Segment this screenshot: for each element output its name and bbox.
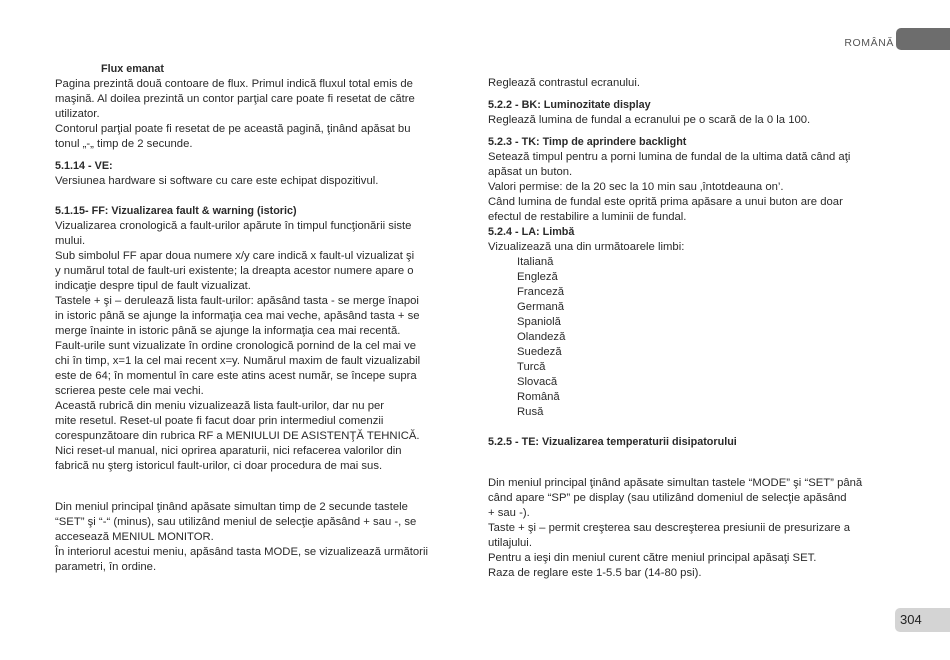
language-item: Olandeză bbox=[517, 331, 566, 343]
language-item: Turcă bbox=[517, 361, 546, 373]
right-column bbox=[488, 76, 895, 581]
ff-line: Sub simbolul FF apar doua numere x/y care indică x fault-ul vizualizat şi bbox=[55, 250, 415, 262]
te-heading: 5.2.5 - TE: Vizualizarea temperaturii disipatorului bbox=[488, 436, 737, 448]
ff-line: indicaţie despre tipul de fault vizualizat. bbox=[55, 280, 251, 292]
flux-line: tonul „-„ timp de 2 secunde. bbox=[55, 138, 193, 150]
te-line: Raza de reglare este 1-5.5 bar (14-80 psi). bbox=[488, 567, 702, 579]
la-text: Vizualizează una din următoarele limbi: bbox=[488, 241, 685, 253]
menu-line: În interiorul acestui meniu, apăsând tasta MODE, se vizualizează următorii bbox=[55, 546, 428, 558]
flux-line: maşină. Al doilea prezintă un contor parţial care poate fi resetat de către bbox=[55, 93, 415, 105]
te-line: când apare “SP” pe display (sau utilizând domeniul de selecţie apăsând bbox=[488, 492, 847, 504]
language-item: Germană bbox=[517, 301, 565, 313]
ff-line: fabrică nu şterg istoricul fault-urilor, ci doar procedura de mai sus. bbox=[55, 460, 383, 472]
te-line: Pentru a ieşi din meniul curent către meniul principal apăsaţi SET. bbox=[488, 552, 817, 564]
ff-line: y numărul total de fault-uri existente; la dreapta acestor numere apare o bbox=[55, 265, 414, 277]
ff-line: scrierea peste cele mai vechi. bbox=[55, 385, 204, 397]
ff-line: este de 64; în momentul în care este atins acest număr, se începe supra bbox=[55, 370, 417, 382]
ff-line: mite resetul. Reset-ul poate fi facut doar prin intermediul comenzii bbox=[55, 415, 384, 427]
ff-line: Vizualizarea cronologică a fault-urilor apărute în timpul funcţionării siste bbox=[55, 220, 412, 232]
te-line: utilajului. bbox=[488, 537, 532, 549]
menu-line: “SET” şi “-“ (minus), sau utilizând meniul de selecţie apăsând + sau -, se bbox=[55, 516, 417, 528]
flux-heading: Flux emanat bbox=[101, 63, 164, 75]
language-tab bbox=[896, 28, 950, 50]
tk-heading: 5.2.3 - TK: Timp de aprindere backlight bbox=[488, 136, 687, 148]
menu-line: accesează MENIUL MONITOR. bbox=[55, 531, 214, 543]
tk-line: Setează timpul pentru a porni lumina de fundal de la ultima dată când aţi bbox=[488, 151, 851, 163]
flux-line: utilizator. bbox=[55, 108, 100, 120]
ve-text: Versiunea hardware si software cu care este echipat dispozitivul. bbox=[55, 175, 379, 187]
tk-line: efectul de restabilire a luminii de fundal. bbox=[488, 211, 687, 223]
language-item: Spaniolă bbox=[517, 316, 561, 328]
page-number: 304 bbox=[895, 608, 950, 632]
language-item: Engleză bbox=[517, 271, 558, 283]
ff-line: chi în timp, x=1 la cel mai recent x=y. Numărul maxim de fault vizualizabil bbox=[55, 355, 421, 367]
language-item: Slovacă bbox=[517, 376, 558, 388]
ff-line: Fault-urile sunt vizualizate în ordine cronologică pornind de la cel mai ve bbox=[55, 340, 417, 352]
flux-line: Pagina prezintă două contoare de flux. Primul indică fluxul total emis de bbox=[55, 78, 413, 90]
ff-line: Această rubrică din meniu vizualizează lista fault-urilor, dar nu per bbox=[55, 400, 385, 412]
language-item: Suedeză bbox=[517, 346, 562, 358]
tk-line: Valori permise: de la 20 sec la 10 min sau ‚întotdeauna on’. bbox=[488, 181, 784, 193]
ff-heading: 5.1.15- FF: Vizualizarea fault & warning (istoric) bbox=[55, 205, 297, 217]
tk-line: apăsat un buton. bbox=[488, 166, 573, 178]
la-heading: 5.2.4 - LA: Limbă bbox=[488, 226, 575, 238]
language-item: Franceză bbox=[517, 286, 565, 298]
language-item: Română bbox=[517, 391, 560, 403]
flux-line: Contorul parţial poate fi resetat de pe această pagină, ţinând apăsat bu bbox=[55, 123, 411, 135]
ff-line: Nici reset-ul manual, nici oprirea aparaturii, nici refacerea valorilor din bbox=[55, 445, 402, 457]
contrast-text: Reglează contrastul ecranului. bbox=[488, 77, 640, 89]
ff-line: Tastele + şi – derulează lista fault-urilor: apăsând tasta - se merge înapoi bbox=[55, 295, 419, 307]
ff-line: mului. bbox=[55, 235, 86, 247]
te-line: + sau -). bbox=[488, 507, 530, 519]
tk-line: Când lumina de fundal este oprită prima apăsare a unui buton are doar bbox=[488, 196, 843, 208]
ff-line: corespunzătoare din rubrica RF a MENIULUI DE ASISTENŢĂ TEHNICĂ. bbox=[55, 430, 420, 442]
te-line: Taste + şi – permit creşterea sau descreşterea presiunii de presurizare a bbox=[488, 522, 850, 534]
ff-line: merge înainte in istoric până se ajunge la informaţia cea mai recentă. bbox=[55, 325, 401, 337]
language-item: Rusă bbox=[517, 406, 544, 418]
language-label: ROMÂNĂ bbox=[844, 37, 894, 49]
left-column bbox=[55, 62, 461, 575]
bk-heading: 5.2.2 - BK: Luminozitate display bbox=[488, 99, 651, 111]
ve-heading: 5.1.14 - VE: bbox=[55, 160, 113, 172]
menu-line: Din meniul principal ţinând apăsate simultan timp de 2 secunde tastele bbox=[55, 501, 408, 513]
language-item: Italiană bbox=[517, 256, 554, 268]
te-line: Din meniul principal ţinând apăsate simultan tastele “MODE” şi “SET” până bbox=[488, 477, 863, 489]
ff-line: in istoric până se ajunge la informaţia cea mai veche, apăsând tasta + se bbox=[55, 310, 420, 322]
bk-text: Reglează lumina de fundal a ecranului pe o scară de la 0 la 100. bbox=[488, 114, 811, 126]
menu-line: parametri, în ordine. bbox=[55, 561, 157, 573]
